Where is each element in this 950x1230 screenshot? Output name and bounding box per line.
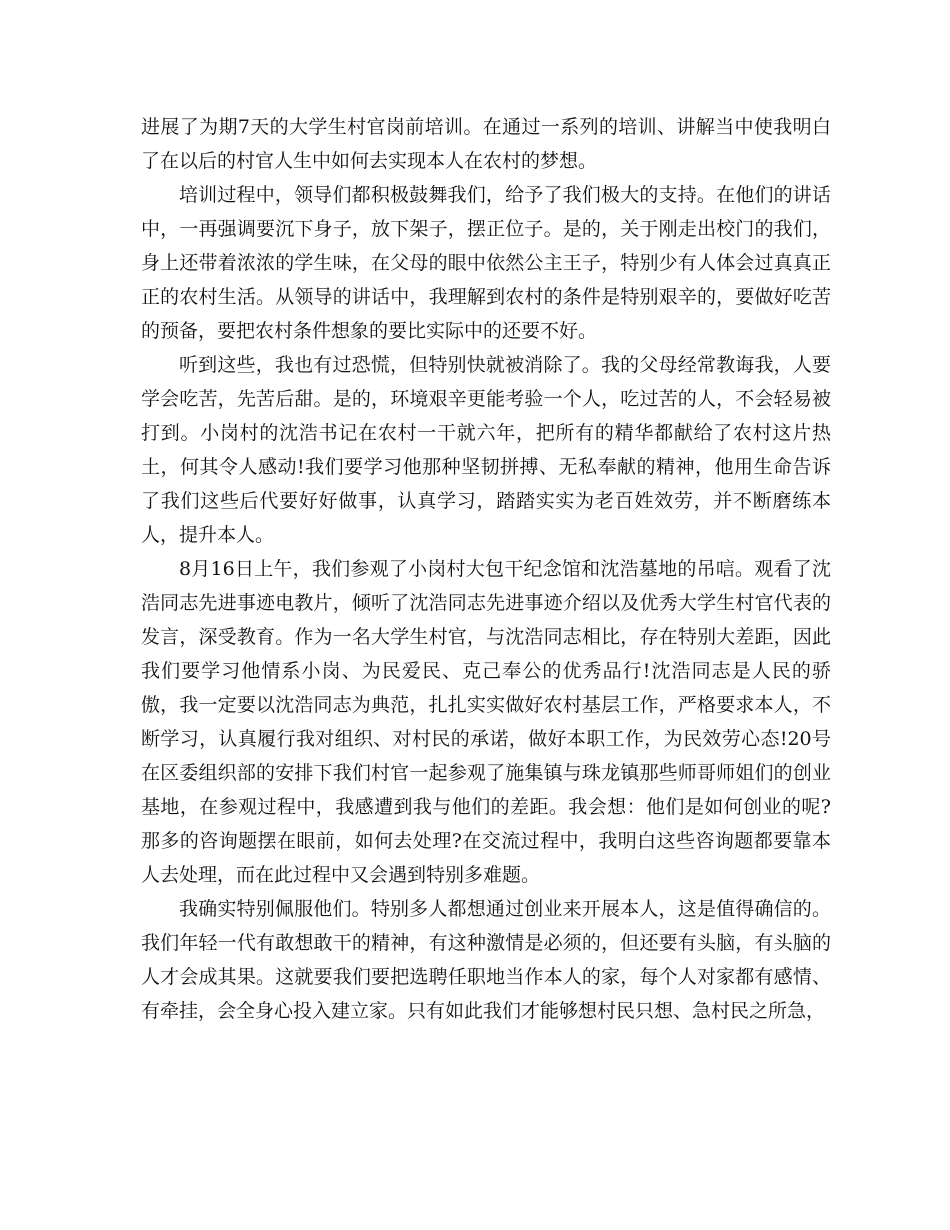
paragraph-5: 我确实特别佩服他们。特别多人都想通过创业来开展本人，这是值得确信的。我们年轻一代有敢想敢干的精神，有这种激情是必须的，但还要有头脑，有头脑的人才会成其果。这就要我们要把选聘任职地当作本人的家，每个人对家都有感情、有牵挂，会全身心投入建立家。只有如此我们才能够想村民只想、急村民之所急，	[141, 898, 831, 1022]
paragraph-3: 听到这些，我也有过恐慌，但特别快就被消除了。我的父母经常教诲我，人要学会吃苦，先苦后甜。是的，环境艰辛更能考验一个人，吃过苦的人，不会轻易被打到。小岗村的沈浩书记在农村一干就六年，把所有的精华都献给了农村这片热土，何其令人感动!我们要学习他那种坚韧拼搏、无私奉献的精神，他用生命告诉了我们这些后代要好好做事，认真学习，踏踏实实为老百姓效劳，并不断磨练本人，提升本人。	[141, 354, 831, 546]
paragraph-1: 进展了为期7天的大学生村官岗前培训。在通过一系列的培训、讲解当中使我明白了在以后的村官人生中如何去实现本人在农村的梦想。	[141, 116, 831, 172]
paragraph-4: 8月16日上午，我们参观了小岗村大包干纪念馆和沈浩墓地的吊唁。观看了沈浩同志先进事迹电教片，倾听了沈浩同志先进事迹介绍以及优秀大学生村官代表的发言，深受教育。作为一名大学生村官，与沈浩同志相比，存在特别大差距，因此我们要学习他情系小岗、为民爱民、克己奉公的优秀品行!沈浩同志是人民的骄傲，我一定要以沈浩同志为典范，扎扎实实做好农村基层工作，严格要求本人，不断学习，认真履行我对组织、对村民的承诺，做好本职工作，为民效劳心态!20号在区委组织部的安排下我们村官一起参观了施集镇与珠龙镇那些师哥师姐们的创业基地，在参观过程中，我感遭到我与他们的差距。我会想：他们是如何创业的呢?那多的咨询题摆在眼前，如何去处理?在交流过程中，我明白这些咨询题都要靠本人去处理，而在此过程中又会遇到特别多难题。	[141, 558, 831, 886]
document-body	[141, 110, 831, 1028]
paragraph-2: 培训过程中，领导们都积极鼓舞我们，给予了我们极大的支持。在他们的讲话中，一再强调要沉下身子，放下架子，摆正位子。是的，关于刚走出校门的我们，身上还带着浓浓的学生味，在父母的眼中依然公主王子，特别少有人体会过真真正正的农村生活。从领导的讲话中，我理解到农村的条件是特别艰辛的，要做好吃苦的预备，要把农村条件想象的要比实际中的还要不好。	[141, 184, 831, 342]
